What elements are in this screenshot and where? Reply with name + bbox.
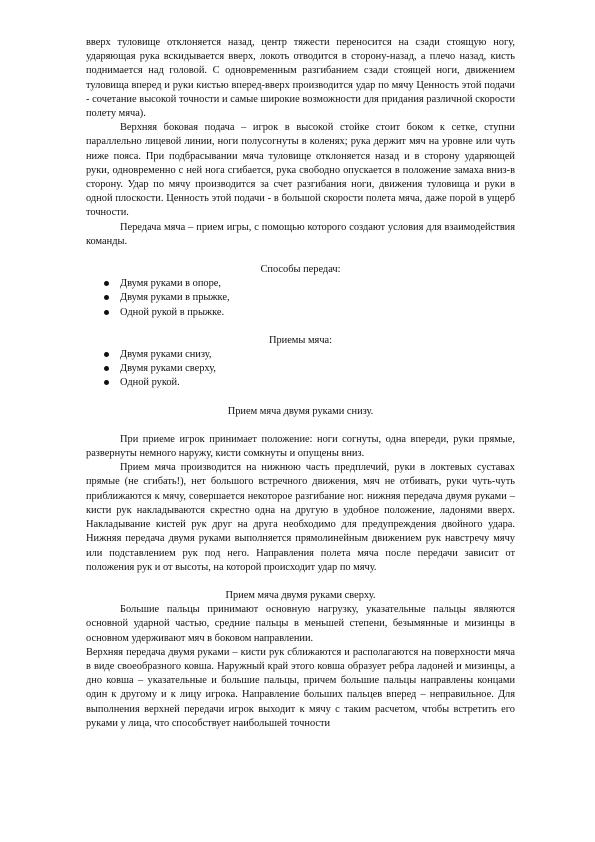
spacer bbox=[86, 391, 515, 405]
passing-definition-paragraph: Передача мяча – прием игры, с помощью которого создают условия для взаимодействия команды. bbox=[86, 221, 515, 247]
list-item-text: Одной рукой в прыжке. bbox=[120, 306, 225, 318]
spacer bbox=[86, 320, 515, 334]
bullet-icon bbox=[104, 295, 109, 300]
reception-below-paragraph-2: Прием мяча производится на нижнюю часть предплечий, руки в локтевых суставах прямые (не сгибать!), нет большого встречного движения, мяч не отбивать, руки чуть-чуть приближаются к мячу, совершается некоторое разгибание ног. нижняя передача двумя руками – кисти рук накладываются скрестно одна на другую в удобное положение, ладонями вверх. Накладывание кистей рук друг на друга необходимо для предупреждения двойного удара. Нижняя передача двумя руками выполняется прямолинейным движением рук навстречу мячу или подставлением рук под него. Направления полета мяча после передачи зависит от положения рук и от высоты, на которой происходит удар по мячу. bbox=[86, 462, 515, 573]
passing-methods-heading: Способы передач: bbox=[260, 264, 341, 276]
list-item bbox=[104, 362, 515, 376]
bullet-icon bbox=[104, 281, 109, 286]
list-item-text: Двумя руками сверху, bbox=[120, 363, 216, 375]
list-item-text: Двумя руками снизу, bbox=[120, 349, 212, 361]
passing-methods-list bbox=[86, 277, 515, 320]
list-item-text: Двумя руками в опоре, bbox=[120, 278, 221, 290]
list-item bbox=[104, 277, 515, 291]
bullet-icon bbox=[104, 380, 109, 385]
list-item bbox=[104, 376, 515, 390]
bullet-icon bbox=[104, 366, 109, 371]
side-serve-paragraph: Верхняя боковая подача – игрок в высокой стойке стоит боком к сетке, ступни параллельно лицевой линии, ноги полусогнуты в коленях; рука держит мяч на уровне или чуть ниже пояса. При подбрасывании мяча туловище отклоняется назад и в сторону ударяющей руки, одновременно с ней нога сгибается, рука свободно опускается в положение замаха вниз-в сторону. Удар по мячу производится за счет разгибания ноги, движения туловища и руки в одной плоскости. Ценность этой подачи - в большой скорости полета мяча, даже порой в ущерб точности. bbox=[86, 122, 515, 219]
reception-below-paragraph-1: При приеме игрок принимает положение: ноги согнуты, одна впереди, руки прямые, развернуты немного наружу, кисти сомкнуты и опущены вниз. bbox=[86, 433, 515, 460]
reception-above-heading: Прием мяча двумя руками сверху. bbox=[225, 589, 376, 601]
spacer bbox=[86, 249, 515, 263]
reception-above-paragraph-2: Верхняя передача двумя руками – кисти рук сближаются и располагаются на поверхности мяча в виде своеобразного ковша. Наружный край этого ковша образует ребра ладоней и мизинцы, а дно ковша – указательные и большие пальцы, причем большие пальцы направлены концами один к другому и к лицу игрока. Направление больших пальцев вперед – неправильное. Для выполнения верхней передачи игрок выходит к мячу с таким расчетом, чтобы встретить его руками у лица, что способствует наибольшей точности bbox=[86, 646, 515, 729]
list-item bbox=[104, 306, 515, 320]
bullet-icon bbox=[104, 352, 109, 357]
bullet-icon bbox=[104, 310, 109, 315]
spacer bbox=[86, 575, 515, 589]
serve-paragraph-continued: вверх туловище отклоняется назад, центр тяжести переносится на сзади стоящую ногу, ударяющая рука вскидывается вверх, локоть отводится в сторону-назад, а плечо назад, кисть поднимается над головой. С одновременным разгибанием сзади стоящей ноги, движением туловища вперед и руки кистью вперед-вверх производится удар по мячу Ценность этой подачи - сочетание высокой точности и самые широкие возможности для придания различной скорости полету мяча). bbox=[86, 37, 515, 120]
receiving-list bbox=[86, 348, 515, 391]
receiving-heading: Приемы мяча: bbox=[268, 334, 333, 346]
reception-below-heading: Прием мяча двумя руками снизу. bbox=[227, 405, 374, 417]
list-item-text: Одной рукой. bbox=[120, 377, 180, 389]
list-item bbox=[104, 291, 515, 305]
list-item-text: Двумя руками в прыжке, bbox=[120, 292, 230, 304]
list-item bbox=[104, 348, 515, 362]
reception-above-paragraph-1: Большие пальцы принимают основную нагрузку, указательные пальцы являются основной ударной частью, средние пальцы в меньшей степени, безымянные и мизинцы в основном удерживают мяч в боковом направлении. bbox=[86, 604, 515, 644]
spacer bbox=[86, 419, 515, 433]
